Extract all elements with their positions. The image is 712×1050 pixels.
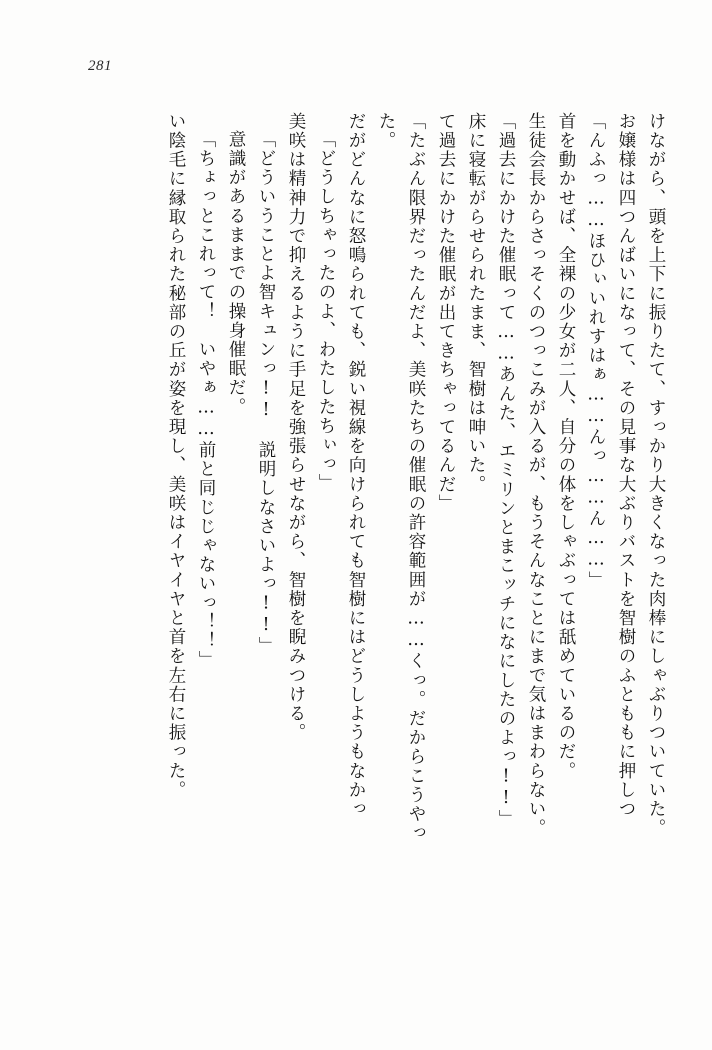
- vertical-text-body: [154, 112, 664, 972]
- text-column: 生徒会長からさっそくのつっこみが入るが、もうそんなことにまで気はまわらない。: [526, 112, 546, 838]
- text-column: だがどんなに怒鳴られても、鋭い視線を向けられても智樹にはどうしようもなかっ: [346, 112, 366, 819]
- text-column: 美咲は精神力で抑えるように手足を強張らせながら、智樹を睨みつける。: [286, 112, 306, 743]
- text-column: 意識があるままでの操身催眠だ。: [226, 130, 246, 417]
- page-number: 281: [88, 58, 112, 74]
- text-column: た。: [376, 112, 396, 151]
- text-column: 「んふっ……ほひぃいれすはぁ……んっ……ん……」: [586, 112, 606, 591]
- text-column: 首を動かせば、全裸の少女が二人、自分の体をしゃぶっては舐めているのだ。: [556, 112, 576, 781]
- text-column: 「ちょっとこれって！ いやぁ……前と同じじゃないっ！！」: [196, 130, 216, 670]
- text-column: て過去にかけた催眠が出てきちゃってるんだ」: [436, 112, 456, 514]
- text-column: けながら、頭を上下に振りたて、すっかり大きくなった肉棒にしゃぶりついていた。: [646, 112, 666, 838]
- text-column: 「過去にかけた催眠って……あんた、エミリンとまこッチになにしたのよっ!!」: [496, 112, 516, 829]
- text-column: お嬢様は四つんばいになって、その見事な大ぶりバストを智樹のふとももに押しつ: [616, 112, 636, 819]
- text-column: い陰毛に縁取られた秘部の丘が姿を現し、美咲はイヤイヤと首を左右に振った。: [166, 112, 186, 800]
- text-column: 「どういうことよ智キュンっ!! 説明しなさいよっ!!」: [256, 130, 276, 656]
- text-column: 「たぶん限界だったんだよ、美咲たちの催眠の許容範囲が……くっ。だからこうやっ: [406, 112, 426, 843]
- text-column: 床に寝転がらせられたまま、智樹は呻いた。: [466, 112, 486, 494]
- text-column: 「どうしちゃったのよ、わたしたちぃっ」: [316, 130, 336, 493]
